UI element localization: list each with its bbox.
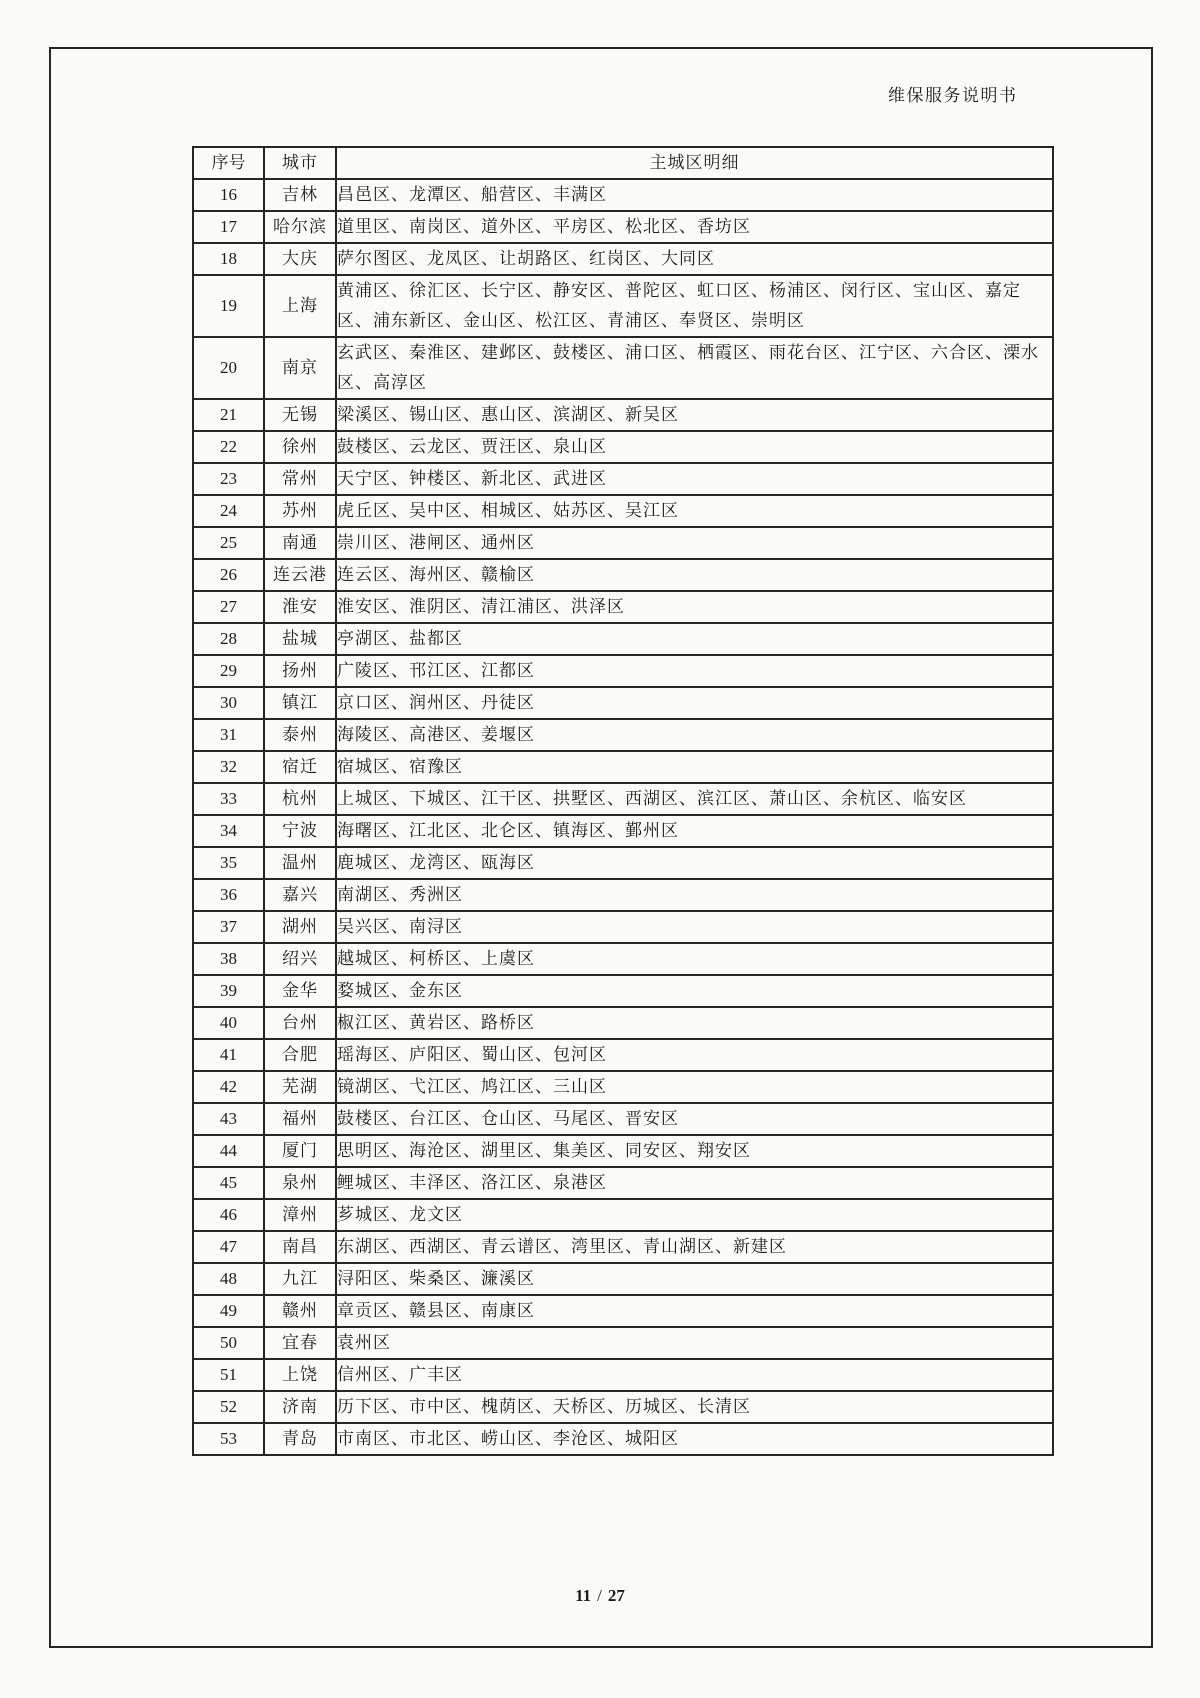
city-cell: 无锡 — [264, 399, 336, 431]
table-row — [193, 655, 1053, 687]
city-cell: 南通 — [264, 527, 336, 559]
row-number-cell: 32 — [193, 751, 264, 783]
row-number-cell: 16 — [193, 179, 264, 211]
districts-cell: 广陵区、邗江区、江都区 — [336, 655, 1053, 687]
row-number-cell: 39 — [193, 975, 264, 1007]
city-cell: 连云港 — [264, 559, 336, 591]
city-cell: 上饶 — [264, 1359, 336, 1391]
table-row — [193, 719, 1053, 751]
table-row — [193, 463, 1053, 495]
districts-cell: 椒江区、黄岩区、路桥区 — [336, 1007, 1053, 1039]
table-row — [193, 495, 1053, 527]
city-cell: 哈尔滨 — [264, 211, 336, 243]
city-cell: 淮安 — [264, 591, 336, 623]
column-header-districts: 主城区明细 — [336, 147, 1053, 179]
table-row — [193, 243, 1053, 275]
districts-cell: 海陵区、高港区、姜堰区 — [336, 719, 1053, 751]
table-row — [193, 943, 1053, 975]
table-row — [193, 559, 1053, 591]
city-cell: 赣州 — [264, 1295, 336, 1327]
page-number-current: 11 — [575, 1586, 592, 1605]
districts-cell: 历下区、市中区、槐荫区、天桥区、历城区、长清区 — [336, 1391, 1053, 1423]
table-row — [193, 275, 1053, 337]
districts-cell: 浔阳区、柴桑区、濂溪区 — [336, 1263, 1053, 1295]
districts-cell: 玄武区、秦淮区、建邺区、鼓楼区、浦口区、栖霞区、雨花台区、江宁区、六合区、溧水区、高淳区 — [336, 337, 1053, 399]
table-row — [193, 687, 1053, 719]
districts-cell: 鹿城区、龙湾区、瓯海区 — [336, 847, 1053, 879]
row-number-cell: 40 — [193, 1007, 264, 1039]
row-number-cell: 20 — [193, 337, 264, 399]
table-row — [193, 879, 1053, 911]
districts-cell: 上城区、下城区、江干区、拱墅区、西湖区、滨江区、萧山区、余杭区、临安区 — [336, 783, 1053, 815]
table-row — [193, 1359, 1053, 1391]
city-cell: 吉林 — [264, 179, 336, 211]
row-number-cell: 48 — [193, 1263, 264, 1295]
districts-cell: 鼓楼区、台江区、仓山区、马尾区、晋安区 — [336, 1103, 1053, 1135]
table-row — [193, 1231, 1053, 1263]
table-row — [193, 1071, 1053, 1103]
districts-cell: 道里区、南岗区、道外区、平房区、松北区、香坊区 — [336, 211, 1053, 243]
city-cell: 厦门 — [264, 1135, 336, 1167]
row-number-cell: 52 — [193, 1391, 264, 1423]
table-row — [193, 1167, 1053, 1199]
table-row — [193, 1391, 1053, 1423]
table-row — [193, 783, 1053, 815]
row-number-cell: 19 — [193, 275, 264, 337]
city-cell: 大庆 — [264, 243, 336, 275]
city-cell: 上海 — [264, 275, 336, 337]
row-number-cell: 27 — [193, 591, 264, 623]
districts-cell: 越城区、柯桥区、上虞区 — [336, 943, 1053, 975]
districts-cell: 虎丘区、吴中区、相城区、姑苏区、吴江区 — [336, 495, 1053, 527]
table-row — [193, 1295, 1053, 1327]
row-number-cell: 18 — [193, 243, 264, 275]
row-number-cell: 31 — [193, 719, 264, 751]
row-number-cell: 25 — [193, 527, 264, 559]
row-number-cell: 46 — [193, 1199, 264, 1231]
districts-cell: 市南区、市北区、崂山区、李沧区、城阳区 — [336, 1423, 1053, 1455]
districts-cell: 梁溪区、锡山区、惠山区、滨湖区、新吴区 — [336, 399, 1053, 431]
districts-cell: 黄浦区、徐汇区、长宁区、静安区、普陀区、虹口区、杨浦区、闵行区、宝山区、嘉定区、浦东新区、金山区、松江区、青浦区、奉贤区、崇明区 — [336, 275, 1053, 337]
districts-cell: 信州区、广丰区 — [336, 1359, 1053, 1391]
city-cell: 泉州 — [264, 1167, 336, 1199]
districts-cell: 连云区、海州区、赣榆区 — [336, 559, 1053, 591]
city-cell: 杭州 — [264, 783, 336, 815]
city-cell: 济南 — [264, 1391, 336, 1423]
city-cell: 温州 — [264, 847, 336, 879]
row-number-cell: 24 — [193, 495, 264, 527]
row-number-cell: 30 — [193, 687, 264, 719]
table-row — [193, 911, 1053, 943]
city-cell: 绍兴 — [264, 943, 336, 975]
row-number-cell: 17 — [193, 211, 264, 243]
row-number-cell: 42 — [193, 1071, 264, 1103]
city-cell: 金华 — [264, 975, 336, 1007]
city-cell: 嘉兴 — [264, 879, 336, 911]
row-number-cell: 37 — [193, 911, 264, 943]
table-row — [193, 1039, 1053, 1071]
city-cell: 泰州 — [264, 719, 336, 751]
table-row — [193, 623, 1053, 655]
table-row — [193, 179, 1053, 211]
table-row — [193, 975, 1053, 1007]
row-number-cell: 47 — [193, 1231, 264, 1263]
city-cell: 南昌 — [264, 1231, 336, 1263]
districts-cell: 淮安区、淮阴区、清江浦区、洪泽区 — [336, 591, 1053, 623]
districts-cell: 芗城区、龙文区 — [336, 1199, 1053, 1231]
table-header-row — [193, 147, 1053, 179]
city-cell: 合肥 — [264, 1039, 336, 1071]
city-cell: 扬州 — [264, 655, 336, 687]
row-number-cell: 35 — [193, 847, 264, 879]
table-row — [193, 1327, 1053, 1359]
table-row — [193, 1007, 1053, 1039]
table-row — [193, 847, 1053, 879]
row-number-cell: 36 — [193, 879, 264, 911]
page-number-separator: / — [597, 1586, 602, 1605]
city-cell: 宿迁 — [264, 751, 336, 783]
districts-cell: 思明区、海沧区、湖里区、集美区、同安区、翔安区 — [336, 1135, 1053, 1167]
districts-cell: 天宁区、钟楼区、新北区、武进区 — [336, 463, 1053, 495]
row-number-cell: 34 — [193, 815, 264, 847]
city-cell: 芜湖 — [264, 1071, 336, 1103]
districts-cell: 海曙区、江北区、北仑区、镇海区、鄞州区 — [336, 815, 1053, 847]
table-row — [193, 1423, 1053, 1455]
districts-cell: 袁州区 — [336, 1327, 1053, 1359]
row-number-cell: 44 — [193, 1135, 264, 1167]
districts-cell: 婺城区、金东区 — [336, 975, 1053, 1007]
row-number-cell: 23 — [193, 463, 264, 495]
row-number-cell: 50 — [193, 1327, 264, 1359]
city-cell: 漳州 — [264, 1199, 336, 1231]
city-cell: 镇江 — [264, 687, 336, 719]
table-row — [193, 337, 1053, 399]
table-row — [193, 751, 1053, 783]
page-number-total: 27 — [607, 1586, 625, 1605]
column-header-number: 序号 — [193, 147, 264, 179]
row-number-cell: 21 — [193, 399, 264, 431]
row-number-cell: 28 — [193, 623, 264, 655]
table-row — [193, 1103, 1053, 1135]
city-districts-table — [192, 146, 1054, 1456]
city-cell: 常州 — [264, 463, 336, 495]
table-row — [193, 815, 1053, 847]
districts-cell: 瑶海区、庐阳区、蜀山区、包河区 — [336, 1039, 1053, 1071]
column-header-city: 城市 — [264, 147, 336, 179]
city-cell: 福州 — [264, 1103, 336, 1135]
districts-cell: 章贡区、赣县区、南康区 — [336, 1295, 1053, 1327]
row-number-cell: 41 — [193, 1039, 264, 1071]
document-header-title: 维保服务说明书 — [888, 86, 1018, 105]
table-row — [193, 527, 1053, 559]
row-number-cell: 45 — [193, 1167, 264, 1199]
table-row — [193, 211, 1053, 243]
table-row — [193, 399, 1053, 431]
districts-cell: 镜湖区、弋江区、鸠江区、三山区 — [336, 1071, 1053, 1103]
districts-cell: 东湖区、西湖区、青云谱区、湾里区、青山湖区、新建区 — [336, 1231, 1053, 1263]
city-cell: 苏州 — [264, 495, 336, 527]
row-number-cell: 51 — [193, 1359, 264, 1391]
row-number-cell: 26 — [193, 559, 264, 591]
row-number-cell: 22 — [193, 431, 264, 463]
row-number-cell: 43 — [193, 1103, 264, 1135]
row-number-cell: 49 — [193, 1295, 264, 1327]
table-row — [193, 1199, 1053, 1231]
city-cell: 宜春 — [264, 1327, 336, 1359]
table-row — [193, 591, 1053, 623]
districts-cell: 鲤城区、丰泽区、洛江区、泉港区 — [336, 1167, 1053, 1199]
city-cell: 青岛 — [264, 1423, 336, 1455]
city-cell: 台州 — [264, 1007, 336, 1039]
row-number-cell: 29 — [193, 655, 264, 687]
districts-cell: 宿城区、宿豫区 — [336, 751, 1053, 783]
row-number-cell: 38 — [193, 943, 264, 975]
districts-cell: 南湖区、秀洲区 — [336, 879, 1053, 911]
districts-cell: 萨尔图区、龙凤区、让胡路区、红岗区、大同区 — [336, 243, 1053, 275]
districts-cell: 鼓楼区、云龙区、贾汪区、泉山区 — [336, 431, 1053, 463]
table-row — [193, 1135, 1053, 1167]
city-cell: 盐城 — [264, 623, 336, 655]
districts-cell: 崇川区、港闸区、通州区 — [336, 527, 1053, 559]
row-number-cell: 53 — [193, 1423, 264, 1455]
city-cell: 宁波 — [264, 815, 336, 847]
city-cell: 南京 — [264, 337, 336, 399]
city-cell: 九江 — [264, 1263, 336, 1295]
districts-cell: 昌邑区、龙潭区、船营区、丰满区 — [336, 179, 1053, 211]
page-number — [0, 1586, 1200, 1606]
city-cell: 湖州 — [264, 911, 336, 943]
city-cell: 徐州 — [264, 431, 336, 463]
table-row — [193, 1263, 1053, 1295]
districts-cell: 亭湖区、盐都区 — [336, 623, 1053, 655]
table-row — [193, 431, 1053, 463]
row-number-cell: 33 — [193, 783, 264, 815]
districts-cell: 吴兴区、南浔区 — [336, 911, 1053, 943]
districts-cell: 京口区、润州区、丹徒区 — [336, 687, 1053, 719]
